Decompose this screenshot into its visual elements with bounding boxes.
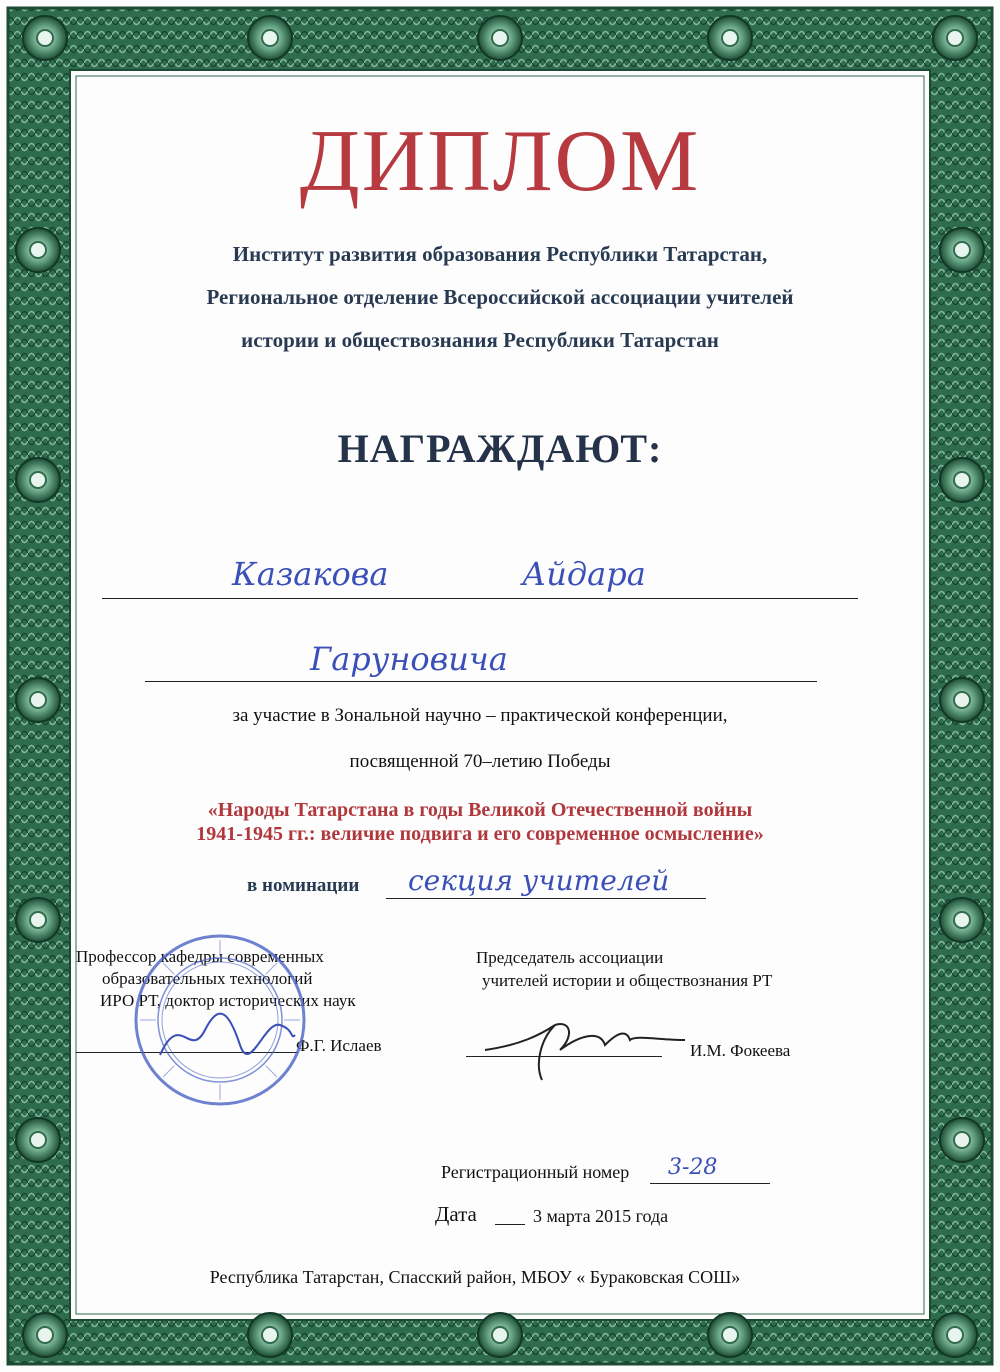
right-signatory-line-1: Председатель ассоциации (476, 948, 664, 967)
left-signatory-line-2: образовательных технологий (102, 969, 313, 988)
footer-address: Республика Татарстан, Спасский район, МБОУ « Бураковская СОШ» (209, 1267, 741, 1287)
left-signatory-line-3: ИРО РТ, доктор исторических наук (100, 991, 356, 1010)
reason-line-2: посвященной 70–летию Победы (349, 751, 611, 772)
border-ornament-center (30, 472, 46, 488)
border-ornament-center (37, 1327, 53, 1343)
left-signatory-name: Ф.Г. Ислаев (296, 1036, 382, 1055)
recipient-patronymic: Гаруновича (310, 640, 508, 678)
nomination-line (386, 898, 706, 899)
border-ornament-center (262, 30, 278, 46)
right-signatory-line-2: учителей истории и обществознания РТ (482, 971, 773, 990)
nomination-value: секция учителей (408, 864, 670, 897)
border-ornament-center (954, 472, 970, 488)
reason-line-1: за участие в Зональной научно – практической конференции, (232, 705, 728, 726)
recipient-patronymic-line (145, 681, 817, 682)
recipient-name-line (102, 598, 858, 599)
date-value: 3 марта 2015 года (533, 1206, 669, 1226)
recipient-surname: Казакова (232, 555, 389, 593)
org-line-3: истории и обществознания Республики Татарстан (241, 328, 719, 352)
date-label: Дата (435, 1202, 477, 1226)
border-ornament-center (262, 1327, 278, 1343)
right-signature (480, 1005, 690, 1085)
border-ornament-center (722, 30, 738, 46)
border-ornament-center (30, 912, 46, 928)
border-ornament-center (492, 1327, 508, 1343)
org-line-2: Региональное отделение Всероссийской ассоциации учителей (206, 285, 794, 309)
diploma-title: ДИПЛОМ (299, 113, 701, 210)
registration-line (650, 1183, 770, 1184)
border-ornament-center (947, 30, 963, 46)
border-ornament-center (947, 1327, 963, 1343)
date-blank-line (495, 1224, 525, 1225)
registration-label: Регистрационный номер (441, 1162, 630, 1182)
nomination-label: в номинации (247, 875, 360, 896)
left-signature (150, 1000, 300, 1070)
border-ornament-center (954, 912, 970, 928)
border-ornament-center (30, 1132, 46, 1148)
border-ornament-center (37, 30, 53, 46)
conference-title-line-2: 1941-1945 гг.: величие подвига и его современное осмысление» (196, 823, 764, 845)
right-signatory-name: И.М. Фокеева (690, 1041, 791, 1060)
recipient-first-name: Айдара (522, 555, 646, 593)
border-ornament-center (954, 1132, 970, 1148)
border-ornament-center (492, 30, 508, 46)
registration-value: 3-28 (668, 1155, 718, 1180)
left-signatory-line-1: Профессор кафедры современных (76, 947, 324, 966)
org-line-1: Институт развития образования Республики Татарстан, (232, 242, 768, 266)
border-ornament-center (722, 1327, 738, 1343)
conference-title-line-1: «Народы Татарстана в годы Великой Отечественной войны (207, 799, 753, 821)
award-heading: НАГРАЖДАЮТ: (337, 426, 663, 471)
